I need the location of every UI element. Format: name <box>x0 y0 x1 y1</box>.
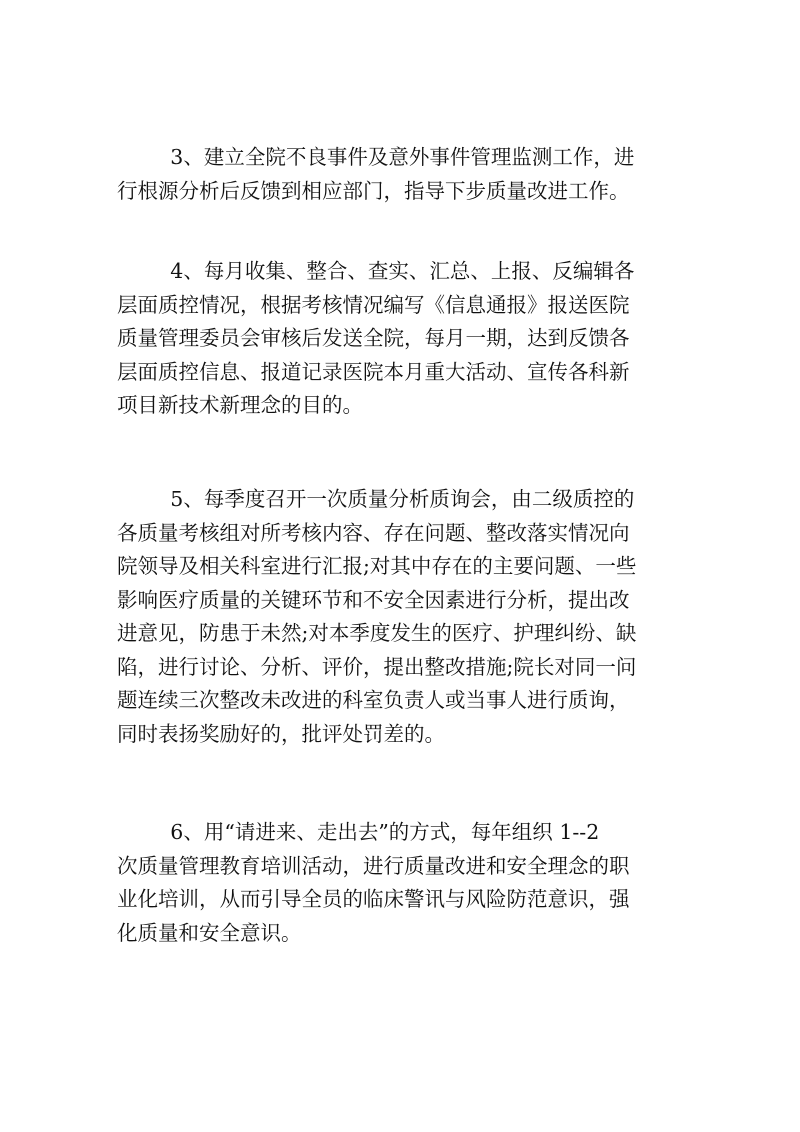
paragraph-item-3 <box>117 141 683 208</box>
paragraph-item-4 <box>117 255 683 423</box>
paragraph-line: 行根源分析后反馈到相应部门，指导下步质量改进工作。 <box>117 178 630 203</box>
paragraph-line: 项目新技术新理念的目的。 <box>117 393 363 417</box>
paragraph-line: 3、建立全院不良事件及意外事件管理监测工作，进 <box>170 145 635 169</box>
paragraph-line: 业化培训，从而引导全员的临床警讯与风险防范意识，强 <box>117 887 630 911</box>
paragraph-line: 题连续三次整改未改进的科室负责人或当事人进行质询， <box>117 688 630 712</box>
paragraph-line: 化质量和安全意识。 <box>117 920 302 945</box>
paragraph-line: 质量管理委员会审核后发送全院，每月一期，达到反馈各 <box>117 326 630 350</box>
paragraph-line: 院领导及相关科室进行汇报;对其中存在的主要问题、一些 <box>117 554 637 578</box>
paragraph-item-6 <box>117 816 683 950</box>
paragraph-line: 各质量考核组对所考核内容、存在问题、整改落实情况向 <box>117 520 630 545</box>
paragraph-line: 层面质控信息、报道记录医院本月重大活动、宣传各科新 <box>117 359 630 384</box>
paragraph-line: 影响医疗质量的关键环节和不安全因素进行分析，提出改 <box>117 587 630 612</box>
paragraph-item-5 <box>117 483 683 751</box>
paragraph-line: 次质量管理教育培训活动，进行质量改进和安全理念的职 <box>117 853 630 878</box>
paragraph-line: 6、用“请进来、走出去”的方式，每年组织 1--2 <box>170 820 600 844</box>
paragraph-line: 层面质控情况，根据考核情况编写《信息通报》报送医院 <box>117 292 630 317</box>
paragraph-line: 同时表扬奖励好的，批评处罚差的。 <box>117 721 445 746</box>
paragraph-line: 5、每季度召开一次质量分析质询会，由二级质控的 <box>170 487 635 511</box>
paragraph-line: 进意见，防患于未然;对本季度发生的医疗、护理纠纷、缺 <box>117 621 637 645</box>
paragraph-line: 陷，进行讨论、分析、评价，提出整改措施;院长对同一问 <box>117 654 637 679</box>
paragraph-line: 4、每月收集、整合、查实、汇总、上报、反编辑各 <box>170 259 635 283</box>
